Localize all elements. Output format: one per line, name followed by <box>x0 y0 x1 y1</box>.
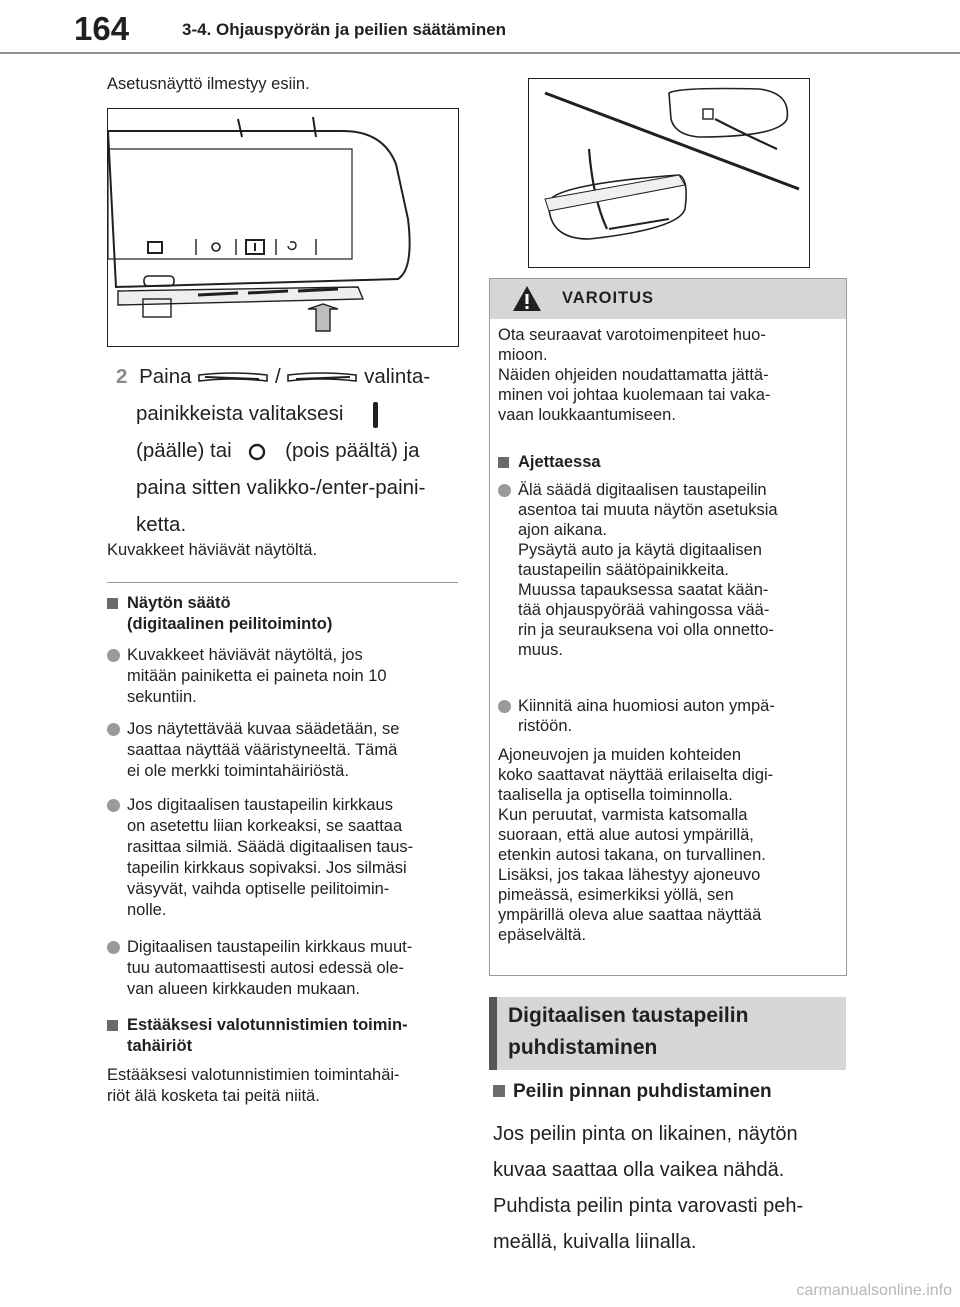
mirror-button-illustration <box>528 78 810 268</box>
warning-triangle-icon <box>512 285 542 312</box>
after-step-text: Kuvakkeet häviävät näytöltä. <box>107 541 318 559</box>
subheading-display-adjust: Näytön säätö (digitaalinen peilitoiminto) <box>107 593 467 635</box>
subheading-light-sensor: Estääksesi valotunnistimien toimin- tahäiriöt <box>107 1015 467 1057</box>
warning-box <box>489 278 847 976</box>
warning-header <box>490 279 846 319</box>
left-select-button-icon <box>197 371 269 385</box>
arrow-up-icon <box>308 304 338 331</box>
light-sensor-text: Estääksesi valotunnistimien toimintahäi- riöt älä kosketa tai peitä niitä. <box>107 1066 400 1105</box>
watermark: carmanualsonline.info <box>796 1282 952 1299</box>
on-bar-icon <box>349 400 389 430</box>
mirror-top-view <box>669 89 787 138</box>
step-number: 2 <box>116 365 128 388</box>
divider <box>107 582 458 583</box>
page-number: 164 <box>74 10 130 47</box>
back-icon <box>288 242 296 249</box>
cleaning-text: Jos peilin pinta on likainen, näytön kuvaa saattaa olla vaikea nähdä. Puhdista peilin pinta varovasti peh- meällä, kuivalla liinalla. <box>493 1123 804 1253</box>
intro-text: Asetusnäyttö ilmestyy esiin. <box>107 75 310 93</box>
warning-subheading: Ajettaessa <box>498 452 843 472</box>
mirror-settings-illustration <box>107 108 459 347</box>
header-rule <box>0 52 960 56</box>
off-icon <box>212 243 220 251</box>
cleaning-subheading: Peilin pinnan puhdistaminen <box>493 1080 772 1104</box>
warning-bullet: Älä säädä digitaalisen taustapeilin asentoa tai muuta näytön asetuksia ajon aikana. Pysäytä auto ja käytä digitaalisen taustapeilin säätöpainikkeita. Muussa tapauksessa saatat kään- tää ohjauspyörää vahingossa vää- rin ja seurauksena voi olla onnetto- muus. <box>498 480 843 660</box>
warning-bullet: Kiinnitä aina huomiosi auton ympä- ristöön. <box>498 696 843 736</box>
mirror-mode-icon <box>148 242 162 253</box>
warning-paragraph: Ajoneuvojen ja muiden kohteiden koko saattavat näyttää erilaiselta digi- taalisella ja optisella toiminnolla. Kun peruutat, varmista katsomalla suoraan, että alue autosi ympärillä, etenkin autosi takana, on turvallinen. Lisäksi, jos takaa lähestyy ajoneuvo pimeässä, esimerkiksi yöllä, sen ympärillä oleva alue saattaa näyttää epäselvältä. <box>498 746 774 944</box>
right-select-button-icon <box>286 371 358 385</box>
step-line-1: 2 Paina / valinta- <box>116 365 431 388</box>
cleaning-section-heading: Digitaalisen taustapeilin puhdistaminen <box>489 997 846 1070</box>
step-2: 2 Paina / valinta- painikkeista valitaksesi (päälle) tai (pois päältä) ja paina sitten valikko-/enter-paini- ketta. <box>116 358 466 543</box>
list-item: Jos digitaalisen taustapeilin kirkkaus on asetettu liian korkeaksi, se saattaa rasittaa silmiä. Säädä digitaalisen taus- tapeilin kirkkaus sopivaksi. Jos silmäsi väsyvät, vaihda optiselle peilitoimin- nolle. <box>107 795 467 921</box>
warning-title: VAROITUS <box>562 289 655 307</box>
list-item: Digitaalisen taustapeilin kirkkaus muut- tuu automaattisesti autosi edessä ole- van alueen kirkkauden mukaan. <box>107 937 467 1000</box>
list-item: Jos näytettävää kuvaa säädetään, se saattaa näyttää vääristyneeltä. Tämä ei ole merkki toimintahäiriöstä. <box>107 719 467 782</box>
mirror-outline <box>108 131 410 287</box>
list-item: Kuvakkeet häviävät näytöltä, jos mitään painiketta ei paineta noin 10 sekuntiin. <box>107 645 467 708</box>
warning-intro: Ota seuraavat varotoimenpiteet huo- mioon. Näiden ohjeiden noudattamatta jättä- minen voi johtaa kuolemaan tai vaka- vaan loukkaantumiseen. <box>498 326 771 424</box>
section-title: 3-4. Ohjauspyörän ja peilien säätäminen <box>182 20 507 39</box>
off-circle-icon <box>237 441 279 463</box>
